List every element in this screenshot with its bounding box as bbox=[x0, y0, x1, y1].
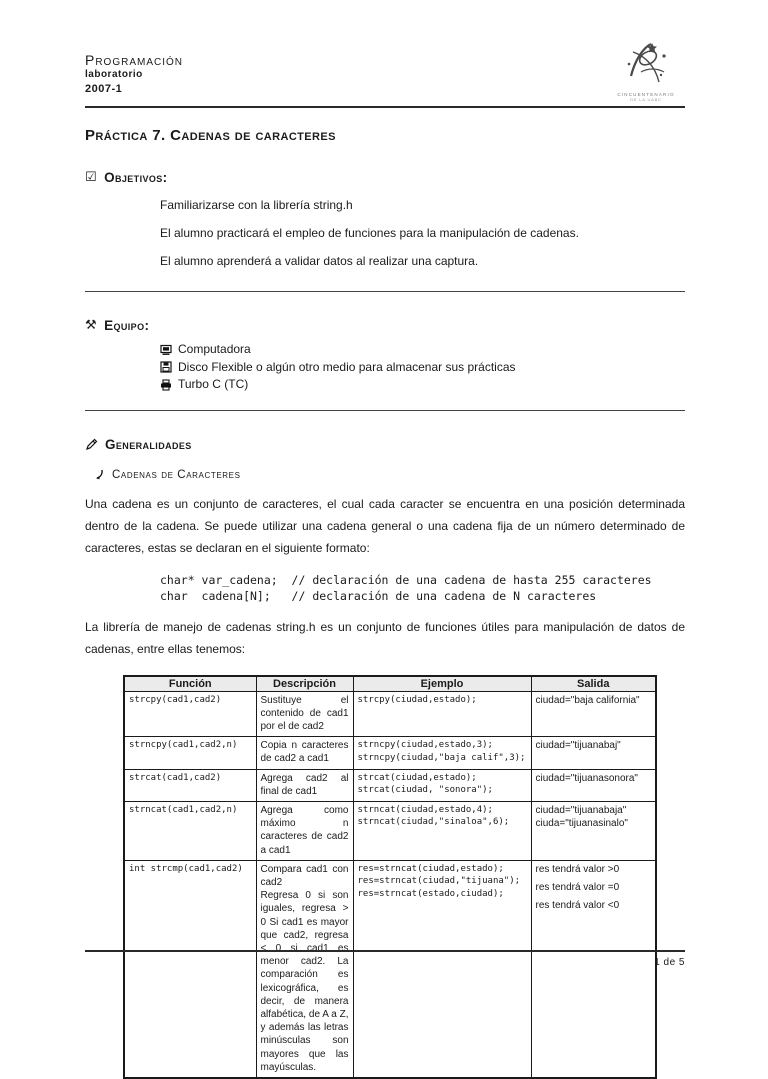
column-header-descripcion: Descripción bbox=[256, 676, 353, 692]
objective-item: El alumno aprenderá a validar datos al realizar una captura. bbox=[160, 254, 479, 268]
equipment-item bbox=[160, 376, 685, 394]
library-paragraph: La librería de manejo de cadenas string.h es un conjunto de funciones útiles para manipulación de datos de cadenas, entre ellas tenemos: bbox=[85, 619, 685, 656]
table-row bbox=[124, 769, 656, 801]
equipment-list bbox=[160, 341, 685, 394]
header-divider bbox=[85, 106, 685, 108]
salida-cell: ciudad="tijuanabaja" ciuda="tijuanasinalo" bbox=[531, 801, 656, 860]
code-line: char* var_cadena; // declaración de una cadena de hasta 255 caracteres bbox=[160, 572, 652, 587]
equipment-item bbox=[160, 359, 685, 377]
ejemplo-cell: strncpy(ciudad,estado,3); strncpy(ciudad,"baja calif",3); bbox=[353, 737, 531, 769]
code-declaration-block bbox=[160, 572, 685, 604]
code-line: char cadena[N]; // declaración de una cadena de N caracteres bbox=[160, 588, 597, 603]
page-number: 1 de 5 bbox=[654, 957, 685, 968]
table-header-row bbox=[124, 676, 656, 692]
funcion-cell: strcat(cad1,cad2) bbox=[124, 769, 256, 801]
funcion-cell: strncpy(cad1,cad2,n) bbox=[124, 737, 256, 769]
logo-caption-line2: DE LA UABC bbox=[630, 97, 662, 102]
column-header-salida: Salida bbox=[531, 676, 656, 692]
objective-item: El alumno practicará el empleo de funciones para la manipulación de cadenas. bbox=[160, 226, 579, 240]
curved-arrow-icon bbox=[93, 469, 104, 481]
printer-icon bbox=[160, 379, 172, 391]
term-label: 2007-1 bbox=[85, 83, 123, 95]
cadenas-subheading-label: Cadenas de Caracteres bbox=[112, 468, 241, 481]
logo-caption-line1: CINCUENTENARIO bbox=[617, 92, 675, 97]
equipment-item-label: Disco Flexible o algún otro medio para almacenar sus prácticas bbox=[178, 359, 516, 374]
descripcion-cell: Agrega cad2 al final de cad1 bbox=[256, 769, 353, 801]
string-functions-table bbox=[123, 675, 657, 1079]
column-header-ejemplo: Ejemplo bbox=[353, 676, 531, 692]
column-header-funcion: Función bbox=[124, 676, 256, 692]
generalidades-heading-label: Generalidades bbox=[105, 436, 192, 452]
funcion-cell: int strcmp(cad1,cad2) bbox=[124, 860, 256, 1078]
objective-item: Familiarizarse con la librería string.h bbox=[160, 198, 353, 212]
cincuentenario-logo-icon bbox=[621, 42, 671, 86]
ejemplo-cell: strcat(ciudad,estado); strcat(ciudad, "sonora"); bbox=[353, 769, 531, 801]
table-row bbox=[124, 691, 656, 737]
objectives-heading bbox=[85, 170, 685, 185]
intro-paragraph: Una cadena es un conjunto de caracteres, el cual cada caracter se encuentra en una posición determinada dentro de la cadena. Se puede utilizar una cadena general o una cadena fija de un número determinado de caracteres, estas se declaran en el siguiente formato: bbox=[85, 496, 685, 555]
descripcion-cell: Copia n caracteres de cad2 a cad1 bbox=[256, 737, 353, 769]
funcion-cell: strncat(cad1,cad2,n) bbox=[124, 801, 256, 860]
ejemplo-cell: strcpy(ciudad,estado); bbox=[353, 691, 531, 737]
lab-subtitle: laboratorio bbox=[85, 69, 143, 80]
university-logo bbox=[607, 42, 685, 102]
salida-cell: ciudad="baja california" bbox=[531, 691, 656, 737]
section-divider bbox=[85, 410, 685, 411]
writing-hand-icon bbox=[85, 438, 98, 451]
equipment-item bbox=[160, 341, 685, 359]
page-title: Práctica 7. Cadenas de caracteres bbox=[85, 127, 336, 144]
descripcion-cell: Compara cad1 con cad2 Regresa 0 si son iguales, regresa > 0 Si cad1 es mayor que cad2, regresa < 0 si cad1 es menor cad2. La comparación es lexicográfica, es decir, de manera alfabética, de A a Z, y además las letras minúsculas son mayores que las mayúsculas. bbox=[256, 860, 353, 1078]
section-divider bbox=[85, 291, 685, 292]
hammer-and-pick-icon: ⚒ bbox=[85, 318, 98, 333]
header-text-block bbox=[85, 52, 183, 96]
ejemplo-cell: strncat(ciudad,estado,4); strncat(ciudad,"sinaloa",6); bbox=[353, 801, 531, 860]
descripcion-cell: Sustituye el contenido de cad1 por el de cad2 bbox=[256, 691, 353, 737]
cadenas-subheading bbox=[93, 469, 685, 481]
equipment-heading-label: Equipo: bbox=[104, 318, 150, 333]
course-title: Programación bbox=[85, 52, 184, 68]
generalidades-heading bbox=[85, 437, 685, 452]
descripcion-cell: Agrega como máximo n caracteres de cad2 a cad1 bbox=[256, 801, 353, 860]
table-row bbox=[124, 801, 656, 860]
salida-cell: res tendrá valor >0 res tendrá valor =0 res tendrá valor <0 bbox=[531, 860, 656, 1078]
computer-icon bbox=[160, 344, 172, 356]
document-header bbox=[85, 0, 685, 102]
table-row bbox=[124, 860, 656, 1078]
funcion-cell: strcpy(cad1,cad2) bbox=[124, 691, 256, 737]
footer-divider bbox=[85, 950, 685, 952]
salida-cell: ciudad="tijuanasonora" bbox=[531, 769, 656, 801]
floppy-disk-icon bbox=[160, 361, 172, 373]
equipment-item-label: Computadora bbox=[178, 342, 251, 356]
objectives-heading-label: Objetivos: bbox=[104, 170, 168, 185]
checkbox-checked-icon: ☑ bbox=[85, 170, 98, 185]
equipment-item-label: Turbo C (TC) bbox=[178, 377, 249, 391]
ejemplo-cell: res=strncat(ciudad,estado); res=strncat(ciudad,"tijuana"); res=strncat(estado,ciudad); bbox=[353, 860, 531, 1078]
equipment-heading bbox=[85, 318, 685, 333]
salida-cell: ciudad="tijuanabaj" bbox=[531, 737, 656, 769]
table-row bbox=[124, 737, 656, 769]
